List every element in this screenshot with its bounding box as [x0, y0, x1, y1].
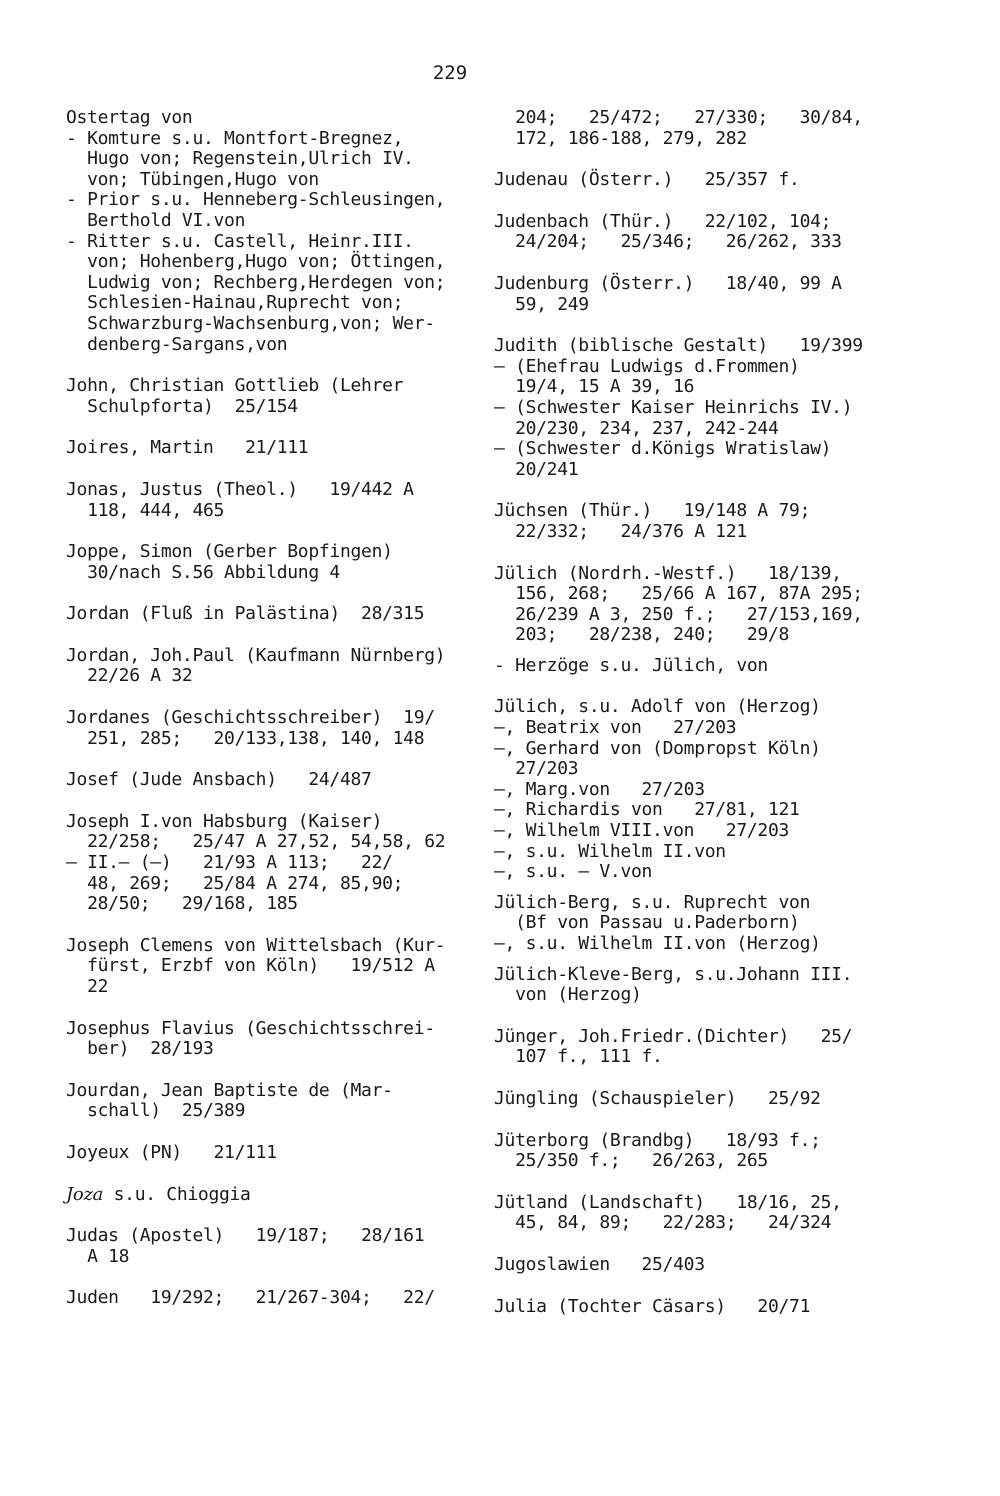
index-entry-line: 27/203 — [494, 758, 579, 780]
index-entry-line: —, Marg.von 27/203 — [494, 778, 705, 800]
index-entry — [494, 656, 894, 677]
index-entry — [494, 274, 894, 315]
index-entry-line: Jülich-Berg, s.u. Ruprecht von — [494, 891, 811, 913]
index-entry-line: von (Herzog) — [494, 984, 642, 1006]
index-entry — [494, 697, 894, 882]
index-entry — [494, 336, 894, 480]
index-entry-line: fürst, Erzbf von Köln) 19/512 A — [66, 955, 435, 977]
index-entry-line: 24/204; 25/346; 26/262, 333 — [494, 231, 842, 253]
index-entry-line: Schlesien-Hainau,Ruprecht von; — [66, 292, 404, 314]
index-entry-line: schall) 25/389 — [66, 1100, 246, 1122]
index-entry — [66, 1019, 466, 1060]
index-entry — [66, 1143, 466, 1164]
index-entry-line: Joyeux (PN) 21/111 — [66, 1141, 277, 1163]
index-entry-line: Jülich (Nordrh.-Westf.) 18/139, — [494, 562, 842, 584]
index-entry-line: 172, 186-188, 279, 282 — [494, 127, 747, 149]
index-entry-line: Jourdan, Jean Baptiste de (Mar- — [66, 1079, 393, 1101]
index-entry — [66, 1081, 466, 1122]
index-entry-line: Judas (Apostel) 19/187; 28/161 — [66, 1225, 425, 1247]
index-entry-line: Berthold VI.von — [66, 209, 246, 231]
index-entry-line: 20/241 — [494, 458, 579, 480]
index-entry-line: ber) 28/193 — [66, 1038, 214, 1060]
index-entry-line: Jüterborg (Brandbg) 18/93 f.; — [494, 1129, 821, 1151]
index-entry-line: Jordan, Joh.Paul (Kaufmann Nürnberg) — [66, 644, 446, 666]
index-entry-line: - Prior s.u. Henneberg-Schleusingen, — [66, 189, 446, 211]
index-entry — [66, 542, 466, 583]
index-entry-line: —, Richardis von 27/81, 121 — [494, 799, 800, 821]
index-entry-line — [66, 1185, 466, 1206]
index-entry-line: 107 f., 111 f. — [494, 1046, 663, 1068]
index-entry-line: Josephus Flavius (Geschichtsschrei- — [66, 1017, 435, 1039]
page-number: 229 — [432, 62, 468, 84]
index-entry-line: Judenau (Österr.) 25/357 f. — [494, 169, 800, 191]
index-entry-line: Ludwig von; Rechberg,Herdegen von; — [66, 271, 446, 293]
index-entry-line: 22/258; 25/47 A 27,52, 54,58, 62 — [66, 831, 446, 853]
index-entry-line: John, Christian Gottlieb (Lehrer — [66, 375, 404, 397]
index-entry — [66, 812, 466, 915]
index-entry-line: —, s.u. Wilhelm II.von — [494, 840, 726, 862]
index-entry-line: Joires, Martin 21/111 — [66, 437, 309, 459]
index-entry-line: 156, 268; 25/66 A 167, 87A 295; — [494, 583, 863, 605]
index-entry-line: 48, 269; 25/84 A 274, 85,90; — [66, 872, 404, 894]
index-entry-line: —, Gerhard von (Dompropst Köln) — [494, 737, 821, 759]
index-column-left — [66, 108, 466, 1330]
index-entry-line: Jugoslawien 25/403 — [494, 1253, 705, 1275]
index-entry — [494, 170, 894, 191]
index-column-right — [494, 108, 894, 1338]
index-entry-line: Ostertag von — [66, 107, 193, 128]
index-entry-line: Joppe, Simon (Gerber Bopfingen) — [66, 541, 393, 563]
index-entry-line: 59, 249 — [494, 293, 589, 315]
index-entry-line: —, s.u. — V.von — [494, 861, 653, 883]
index-entry-line: von; Hohenberg,Hugo von; Öttingen, — [66, 251, 446, 273]
index-entry-line: Jordan (Fluß in Palästina) 28/315 — [66, 603, 425, 625]
index-entry — [494, 1131, 894, 1172]
index-entry — [494, 108, 894, 149]
index-entry-line: - Komture s.u. Montfort-Bregnez, — [66, 127, 404, 149]
index-entry — [494, 893, 894, 955]
index-entry-line: — (Schwester Kaiser Heinrichs IV.) — [494, 396, 853, 418]
index-entry — [66, 480, 466, 521]
index-entry-line: Jordanes (Geschichtsschreiber) 19/ — [66, 707, 435, 729]
index-entry-line: 22 — [66, 976, 109, 997]
index-entry-line: 28/50; 29/168, 185 — [66, 893, 298, 915]
index-entry-line: —, s.u. Wilhelm II.von (Herzog) — [494, 933, 821, 954]
index-entry-line: Jülich-Kleve-Berg, s.u.Johann III. — [494, 963, 853, 985]
index-entry-line: Julia (Tochter Cäsars) 20/71 — [494, 1295, 811, 1317]
index-entry-line: —, Beatrix von 27/203 — [494, 717, 737, 739]
index-entry-line: denberg-Sargans,von — [66, 333, 288, 355]
index-entry-line: Jülich, s.u. Adolf von (Herzog) — [494, 696, 821, 718]
index-entry-line: Josef (Jude Ansbach) 24/487 — [66, 769, 372, 791]
index-entry-line: —, Wilhelm VIII.von 27/203 — [494, 820, 790, 842]
index-entry-line: Juden 19/292; 21/267-304; 22/ — [66, 1287, 435, 1309]
index-entry-line: Judenbach (Thür.) 22/102, 104; — [494, 210, 832, 232]
index-entry-line: Judith (biblische Gestalt) 19/399 — [494, 335, 863, 357]
index-entry-line: Jonas, Justus (Theol.) 19/442 A — [66, 478, 414, 500]
index-entry-line: Schwarzburg-Wachsenburg,von; Wer- — [66, 312, 435, 334]
index-entry — [66, 1226, 466, 1267]
index-entry-line: Jütland (Landschaft) 18/16, 25, — [494, 1191, 842, 1213]
index-entry — [66, 376, 466, 417]
index-entry — [494, 1027, 894, 1068]
index-entry-line: 19/4, 15 A 39, 16 — [494, 376, 695, 398]
index-entry-line: — II.— (—) 21/93 A 113; 22/ — [66, 852, 393, 874]
index-entry-italic-term: Joza — [66, 1183, 104, 1205]
index-entry-line: 26/239 A 3, 250 f.; 27/153,169, — [494, 603, 863, 625]
index-entry — [66, 646, 466, 687]
index-entry — [494, 212, 894, 253]
index-entry-line: 251, 285; 20/133,138, 140, 148 — [66, 727, 425, 749]
index-entry-line-rest: s.u. Chioggia — [103, 1183, 251, 1205]
index-entry-line: Judenburg (Österr.) 18/40, 99 A — [494, 272, 842, 294]
index-entry-line: 45, 84, 89; 22/283; 24/324 — [494, 1212, 832, 1234]
index-entry-line: 204; 25/472; 27/330; 30/84, — [494, 107, 863, 128]
index-entry-line: Hugo von; Regenstein,Ulrich IV. — [66, 148, 414, 170]
index-entry-line: (Bf von Passau u.Paderborn) — [494, 912, 800, 934]
index-entry-line: 22/26 A 32 — [66, 665, 193, 687]
index-entry-line: 22/332; 24/376 A 121 — [494, 520, 747, 542]
index-entry-line: - Herzöge s.u. Jülich, von — [494, 654, 768, 676]
index-entry-line: 118, 444, 465 — [66, 499, 225, 521]
index-entry-line: Jünger, Joh.Friedr.(Dichter) 25/ — [494, 1025, 853, 1047]
index-entry — [66, 1288, 466, 1309]
index-entry — [66, 708, 466, 749]
index-entry-line: Joseph Clemens von Wittelsbach (Kur- — [66, 934, 446, 956]
index-entry — [494, 501, 894, 542]
index-entry-line: A 18 — [66, 1245, 130, 1267]
index-entry — [494, 1193, 894, 1234]
index-entry — [494, 965, 894, 1006]
index-entry — [66, 108, 466, 355]
index-entry-line: Jüchsen (Thür.) 19/148 A 79; — [494, 500, 811, 522]
index-entry — [66, 438, 466, 459]
index-entry — [494, 1255, 894, 1276]
index-entry-line: Joseph I.von Habsburg (Kaiser) — [66, 810, 383, 832]
index-entry — [494, 1297, 894, 1318]
index-entry — [494, 564, 894, 646]
index-entry-line: 30/nach S.56 Abbildung 4 — [66, 561, 340, 583]
index-entry — [66, 1185, 466, 1206]
index-entry-line: von; Tübingen,Hugo von — [66, 168, 319, 190]
index-entry-line: - Ritter s.u. Castell, Heinr.III. — [66, 230, 414, 252]
index-entry — [66, 936, 466, 998]
index-entry-line: — (Schwester d.Königs Wratislaw) — [494, 438, 832, 460]
index-entry-line: 25/350 f.; 26/263, 265 — [494, 1150, 768, 1172]
index-entry-line: Jüngling (Schauspieler) 25/92 — [494, 1087, 821, 1109]
index-entry — [66, 770, 466, 791]
index-entry-line: Schulpforta) 25/154 — [66, 395, 298, 417]
index-entry-line: — (Ehefrau Ludwigs d.Frommen) — [494, 355, 800, 377]
index-entry — [494, 1089, 894, 1110]
index-entry-line: 203; 28/238, 240; 29/8 — [494, 624, 790, 646]
index-entry — [66, 604, 466, 625]
index-entry-line: 20/230, 234, 237, 242-244 — [494, 417, 779, 439]
